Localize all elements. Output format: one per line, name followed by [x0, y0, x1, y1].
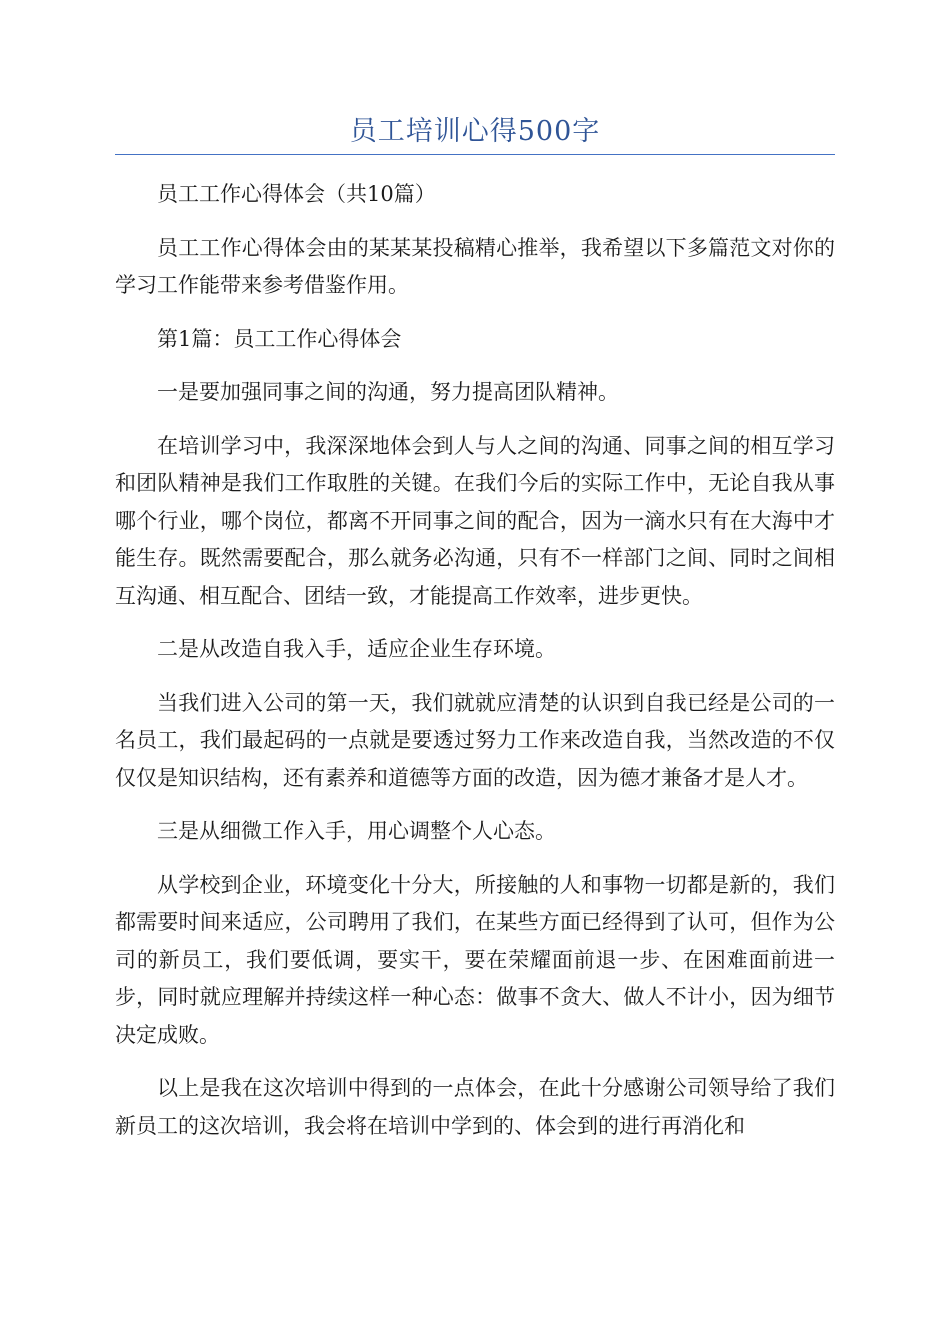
- paragraph: 二是从改造自我入手，适应企业生存环境。: [157, 637, 556, 661]
- paragraph: 在培训学习中，我深深地体会到人与人之间的沟通、同事之间的相互学习和团队精神是我们工作取胜的关键。在我们今后的实际工作中，无论自我从事哪个行业，哪个岗位，都离不开同事之间的配合，因为一滴水只有在大海中才能生存。既然需要配合，那么就务必沟通，只有不一样部门之间、同时之间相互沟通、相互配合、团结一致，才能提高工作效率，进步更快。: [115, 433, 835, 608]
- paragraph: 三是从细微工作入手，用心调整个人心态。: [157, 819, 556, 843]
- paragraph: 员工工作心得体会由的某某某投稿精心推举，我希望以下多篇范文对你的学习工作能带来参考借鉴作用。: [115, 235, 835, 297]
- document-body: [115, 176, 835, 1161]
- document-title: 员工培训心得500字: [349, 116, 601, 147]
- paragraph: 当我们进入公司的第一天，我们就就应清楚的认识到自我已经是公司的一名员工，我们最起码的一点就是要透过努力工作来改造自我，当然改造的不仅仅仅是知识结构，还有素养和道德等方面的改造，因为德才兼备才是人才。: [115, 690, 835, 790]
- paragraph: 从学校到企业，环境变化十分大，所接触的人和事物一切都是新的，我们都需要时间来适应，公司聘用了我们，在某些方面已经得到了认可，但作为公司的新员工，我们要低调，要实干，要在荣耀面前退一步、在困难面前进一步，同时就应理解并持续这样一种心态：做事不贪大、做人不计小，因为细节决定成败。: [115, 872, 835, 1047]
- paragraph: 第1篇：员工工作心得体会: [157, 326, 402, 351]
- title-underline: [115, 154, 835, 155]
- paragraph: 员工工作心得体会（共10篇）: [157, 182, 436, 206]
- paragraph: 以上是我在这次培训中得到的一点体会，在此十分感谢公司领导给了我们新员工的这次培训，我会将在培训中学到的、体会到的进行再消化和: [115, 1076, 835, 1138]
- paragraph: 一是要加强同事之间的沟通，努力提高团队精神。: [157, 380, 619, 404]
